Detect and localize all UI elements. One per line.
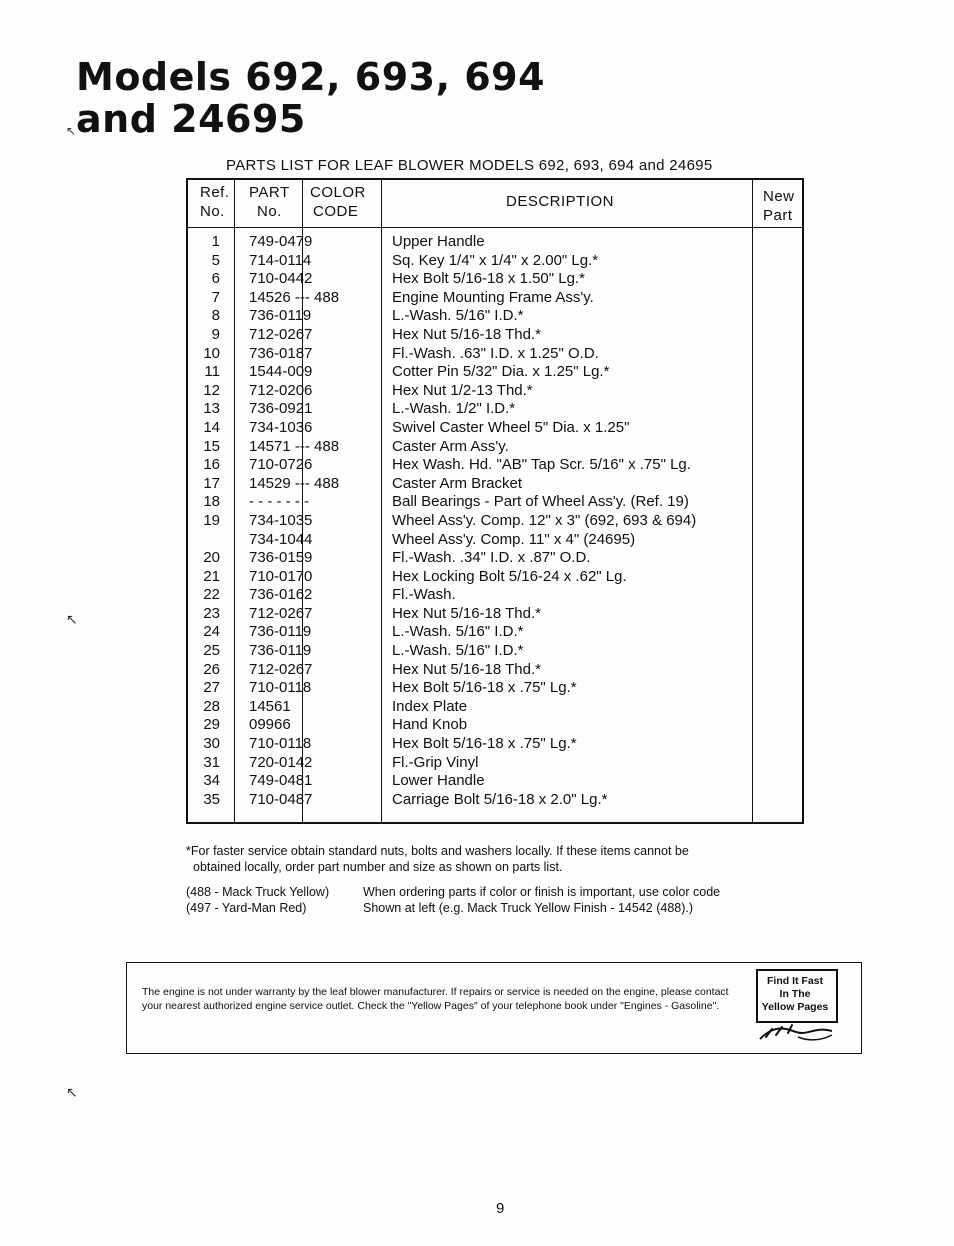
table-row (188, 605, 802, 624)
description-cell: Hex Nut 5/16-18 Thd.* (392, 660, 541, 678)
header-part (249, 183, 290, 221)
table-row (188, 531, 802, 550)
part-number-cell: 712-0267 (249, 660, 313, 678)
table-row (188, 623, 802, 642)
parts-list-subtitle: PARTS LIST FOR LEAF BLOWER MODELS 692, 693, 694 and 24695 (226, 157, 713, 174)
table-row (188, 475, 802, 494)
table-row (188, 345, 802, 364)
table-row (188, 586, 802, 605)
part-number-cell: 720-0142 (249, 753, 313, 771)
part-number-cell: 710-0726 (249, 456, 313, 474)
part-number-cell: 749-0481 (249, 772, 313, 790)
description-cell: Lower Handle (392, 772, 485, 790)
ref-cell: 14 (203, 418, 220, 436)
part-number-cell: 14526 --- 488 (249, 288, 340, 306)
table-row (188, 252, 802, 271)
header-new-line1: New (763, 188, 795, 205)
parts-table (186, 178, 804, 824)
description-cell: Fl.-Wash. .34" I.D. x .87" O.D. (392, 549, 591, 567)
description-cell: Hex Nut 5/16-18 Thd.* (392, 325, 541, 343)
description-cell: Hex Nut 1/2-13 Thd.* (392, 381, 533, 399)
description-cell: Wheel Ass'y. Comp. 11" x 4" (24695) (392, 530, 636, 548)
table-row (188, 382, 802, 401)
header-part-line2: No. (257, 203, 282, 220)
part-number-cell: 736-0187 (249, 344, 313, 362)
header-color-line2: CODE (313, 203, 359, 220)
part-number-cell: 734-1035 (249, 511, 313, 529)
description-cell: Carriage Bolt 5/16-18 x 2.0" Lg.* (392, 790, 608, 808)
table-row (188, 716, 802, 735)
table-row (188, 549, 802, 568)
table-row (188, 512, 802, 531)
yellow-pages-text (752, 975, 838, 1014)
description-cell: Swivel Caster Wheel 5" Dia. x 1.25" (392, 418, 630, 436)
description-cell: Ball Bearings - Part of Wheel Ass'y. (Ref. 19) (392, 493, 689, 511)
part-number-cell: 710-0118 (249, 735, 312, 753)
ref-cell: 13 (203, 400, 220, 418)
table-row (188, 698, 802, 717)
table-row (188, 289, 802, 308)
ref-cell: 7 (211, 288, 220, 306)
description-cell: Fl.-Grip Vinyl (392, 753, 479, 771)
part-number-cell: 714-0114 (249, 251, 312, 269)
header-divider (188, 227, 802, 228)
header-ref (200, 183, 230, 221)
color-code-instruction-2: Shown at left (e.g. Mack Truck Yellow Finish - 14542 (488).) (363, 901, 694, 915)
engine-warranty-notice (126, 962, 862, 1054)
ref-cell: 26 (203, 660, 220, 678)
badge-line1: Find It Fast (767, 975, 823, 987)
description-cell: Cotter Pin 5/32" Dia. x 1.25" Lg.* (392, 363, 610, 381)
ref-cell: 15 (203, 437, 220, 455)
header-description: DESCRIPTION (506, 193, 615, 210)
ref-cell: 5 (211, 251, 220, 269)
page-title (76, 56, 545, 140)
description-cell: Fl.-Wash. .63" I.D. x 1.25" O.D. (392, 344, 599, 362)
color-code-legend-2: (497 - Yard-Man Red) (186, 901, 307, 915)
description-cell: Wheel Ass'y. Comp. 12" x 3" (692, 693 & 694) (392, 511, 697, 529)
part-number-cell: 712-0206 (249, 381, 313, 399)
table-row (188, 661, 802, 680)
ref-cell: 29 (203, 716, 220, 734)
badge-line2: In The (779, 988, 811, 1000)
table-row (188, 233, 802, 252)
ref-cell: 12 (203, 381, 220, 399)
description-cell: Fl.-Wash. (392, 586, 456, 604)
description-cell: Hand Knob (392, 716, 468, 734)
ref-cell: 9 (211, 325, 220, 343)
part-number-cell: 14529 --- 488 (249, 474, 340, 492)
ref-cell: 30 (203, 735, 220, 753)
ref-cell: 19 (203, 511, 220, 529)
table-row (188, 363, 802, 382)
description-cell: L.-Wash. 1/2" I.D.* (392, 400, 516, 418)
header-color-line1: COLOR (310, 184, 366, 201)
ref-cell: 6 (211, 270, 220, 288)
table-row (188, 400, 802, 419)
part-number-cell: 710-0442 (249, 270, 313, 288)
ref-cell: 25 (203, 642, 220, 660)
description-cell: L.-Wash. 5/16" I.D.* (392, 623, 524, 641)
part-number-cell: 09966 (249, 716, 291, 734)
description-cell: Sq. Key 1/4" x 1/4" x 2.00" Lg.* (392, 251, 599, 269)
table-row (188, 735, 802, 754)
ref-cell: 10 (203, 344, 220, 362)
ref-cell: 17 (203, 474, 220, 492)
ref-cell: 28 (203, 697, 220, 715)
part-number-cell: 14571 --- 488 (249, 437, 340, 455)
header-part-line1: PART (249, 184, 290, 201)
ref-cell: 21 (203, 567, 220, 585)
description-cell: Engine Mounting Frame Ass'y. (392, 288, 594, 306)
scan-mark: ↖ (66, 611, 78, 627)
part-number-cell: 712-0267 (249, 604, 313, 622)
title-line-1: Models 692, 693, 694 (76, 55, 546, 99)
service-note-line2: obtained locally, order part number and size as shown on parts list. (193, 860, 563, 874)
description-cell: L.-Wash. 5/16" I.D.* (392, 642, 524, 660)
engine-warranty-text: The engine is not under warranty by the leaf blower manufacturer. If repairs or service is needed on the engine, please contact your nearest authorized engine service outlet. Check the "Yellow Pages" of your telephone book under "Engines - Gasoline". (142, 986, 729, 1012)
ref-cell: 1 (211, 233, 220, 250)
header-ref-line1: Ref. (200, 184, 230, 201)
table-row (188, 679, 802, 698)
table-row (188, 791, 802, 810)
header-color (310, 183, 366, 221)
ref-cell: 18 (203, 493, 220, 511)
part-number-cell: 734-1036 (249, 418, 313, 436)
table-row (188, 493, 802, 512)
part-number-cell: 710-0118 (249, 679, 312, 697)
part-number-cell: - - - - - - - (249, 493, 309, 511)
ref-cell: 34 (203, 772, 220, 790)
table-row (188, 419, 802, 438)
scan-mark: ↖ (66, 1084, 78, 1100)
part-number-cell: 734-1044 (249, 530, 313, 548)
table-row (188, 456, 802, 475)
table-row (188, 754, 802, 773)
table-row (188, 642, 802, 661)
table-row (188, 568, 802, 587)
part-number-cell: 712-0267 (249, 325, 313, 343)
table-row (188, 307, 802, 326)
ref-cell: 23 (203, 604, 220, 622)
description-cell: Hex Wash. Hd. "AB" Tap Scr. 5/16" x .75" Lg. (392, 456, 691, 474)
table-row (188, 438, 802, 457)
header-ref-line2: No. (200, 203, 225, 220)
page-number: 9 (496, 1200, 505, 1217)
badge-line3: Yellow Pages (761, 1001, 829, 1013)
yellow-pages-badge (752, 967, 846, 1039)
service-note-line1: *For faster service obtain standard nuts, bolts and washers locally. If these items cannot be (186, 844, 689, 858)
part-number-cell: 749-0479 (249, 233, 313, 250)
description-cell: Upper Handle (392, 233, 485, 250)
table-row (188, 326, 802, 345)
part-number-cell: 14561 (249, 697, 291, 715)
header-new-part (763, 187, 795, 225)
description-cell: Index Plate (392, 697, 468, 715)
walking-fingers-icon (758, 1021, 838, 1043)
ref-cell: 24 (203, 623, 220, 641)
ref-cell: 22 (203, 586, 220, 604)
description-cell: Caster Arm Bracket (392, 474, 523, 492)
description-cell: Hex Bolt 5/16-18 x 1.50" Lg.* (392, 270, 585, 288)
ref-cell: 16 (203, 456, 220, 474)
ref-cell: 8 (211, 307, 220, 325)
description-cell: Hex Bolt 5/16-18 x .75" Lg.* (392, 679, 577, 697)
ref-cell: 35 (203, 790, 220, 808)
part-number-cell: 736-0159 (249, 549, 313, 567)
part-number-cell: 736-0119 (249, 642, 312, 660)
part-number-cell: 1544-009 (249, 363, 313, 381)
table-row (188, 772, 802, 791)
description-cell: Hex Bolt 5/16-18 x .75" Lg.* (392, 735, 577, 753)
parts-rows (188, 233, 802, 809)
ref-cell: 31 (203, 753, 220, 771)
ref-cell: 27 (203, 679, 220, 697)
ref-cell: 11 (204, 363, 220, 381)
part-number-cell: 710-0170 (249, 567, 313, 585)
part-number-cell: 736-0921 (249, 400, 313, 418)
header-new-line2: Part (763, 207, 793, 224)
part-number-cell: 736-0119 (249, 623, 312, 641)
description-cell: Caster Arm Ass'y. (392, 437, 509, 455)
part-number-cell: 736-0162 (249, 586, 313, 604)
table-row (188, 270, 802, 289)
color-code-instruction-1: When ordering parts if color or finish is important, use color code (363, 885, 721, 899)
description-cell: L.-Wash. 5/16" I.D.* (392, 307, 524, 325)
part-number-cell: 710-0487 (249, 790, 313, 808)
title-line-2: and 24695 (76, 97, 306, 141)
part-number-cell: 736-0119 (249, 307, 312, 325)
ref-cell: 20 (203, 549, 220, 567)
scan-mark: ↖ (66, 124, 77, 138)
description-cell: Hex Locking Bolt 5/16-24 x .62" Lg. (392, 567, 627, 585)
description-cell: Hex Nut 5/16-18 Thd.* (392, 604, 541, 622)
color-code-legend-1: (488 - Mack Truck Yellow) (186, 885, 330, 899)
